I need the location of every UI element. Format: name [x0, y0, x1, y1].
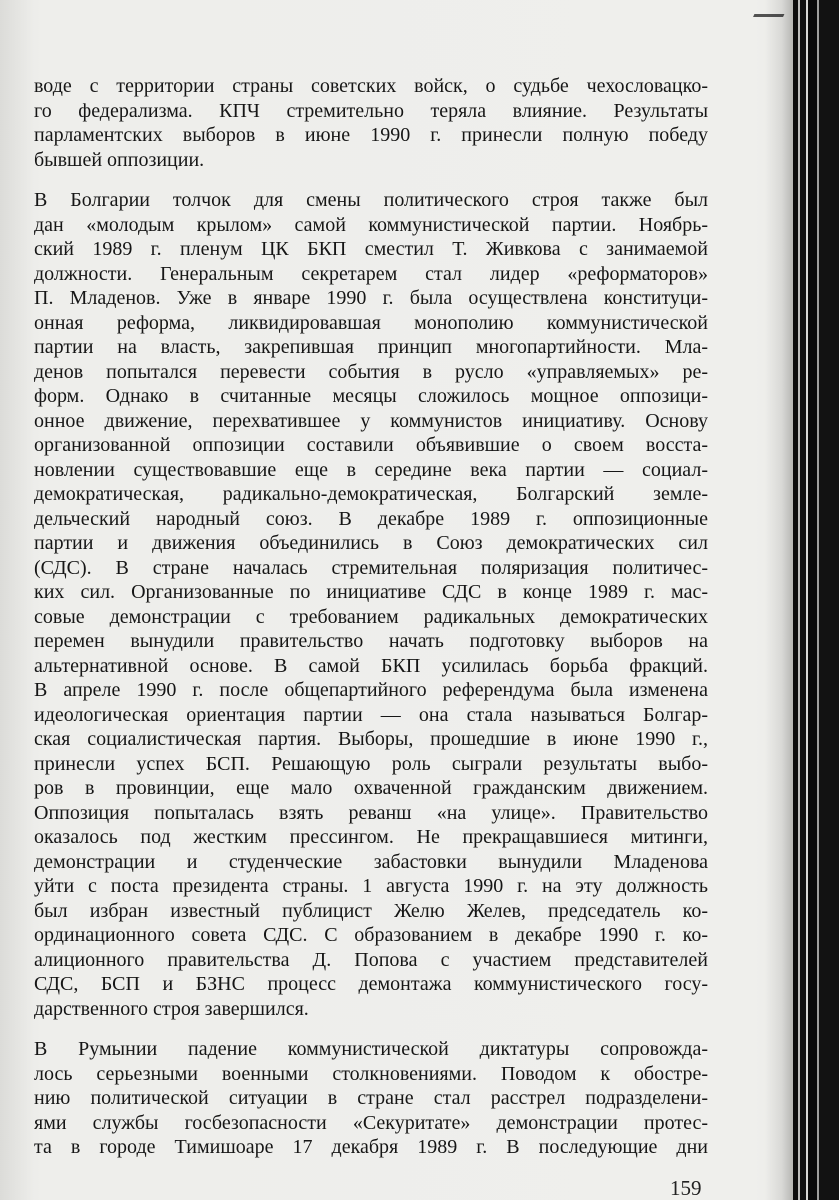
- text-line: новлении существовавшие еще в середине века партии — социал-: [34, 458, 708, 481]
- text-line: партии и движения объединились в Союз демократических сил: [34, 532, 708, 554]
- text-line: ординационного совета СДС. С образованием в декабре 1990 г. ко-: [34, 924, 708, 946]
- text-line: был избран известный публицист Желю Желев, председатель ко-: [34, 899, 708, 922]
- text-line: В апреле 1990 г. после общепартийного референдума была изменена: [34, 679, 708, 701]
- text-line: СДС, БСП и БЗНС процесс демонтажа коммунистического госу-: [34, 973, 708, 995]
- text-line: идеологическая ориентация партии — она стала называться Болгар-: [34, 703, 708, 726]
- binding-shadow: [765, 0, 793, 1200]
- body-text: [34, 74, 708, 1160]
- text-line: Оппозиция попыталась взять реванш «на улице». Правительство: [34, 801, 708, 824]
- text-line: альтернативной основе. В самой БКП усилилась борьба фракций.: [34, 654, 708, 677]
- paragraph-gap: [34, 172, 708, 188]
- text-line: онная реформа, ликвидировавшая монополию коммунистической: [34, 311, 708, 334]
- text-line: принесли успех БСП. Решающую роль сыграли результаты выбо-: [34, 752, 708, 775]
- text-line: партии на власть, закрепившая принцип многопартийности. Мла-: [34, 336, 708, 358]
- text-line: та в городе Тимишоаре 17 декабря 1989 г. В последующие дни: [34, 1136, 708, 1158]
- text-line: демократическая, радикально-демократическая, Болгарский земле-: [34, 483, 708, 505]
- text-line: лось серьезными военными столкновениями. Поводом к обостре-: [34, 1062, 708, 1085]
- text-line: ский 1989 г. пленум ЦК БКП сместил Т. Живкова с занимаемой: [34, 238, 708, 260]
- text-line: дан «молодым крылом» самой коммунистической партии. Ноябрь-: [34, 213, 708, 236]
- text-line: В Румынии падение коммунистической диктатуры сопровожда-: [34, 1038, 708, 1060]
- text-line: (СДС). В стране началась стремительная поляризация политичес-: [34, 556, 708, 579]
- text-line: оказалось под жестким прессингом. Не прекращавшиеся митинги,: [34, 826, 708, 848]
- text-line: парламентских выборов в июне 1990 г. принесли полную победу: [34, 124, 708, 146]
- text-line: уйти с поста президента страны. 1 августа 1990 г. на эту должность: [34, 875, 708, 897]
- page-left-shadow: [0, 0, 34, 1200]
- page-number: 159: [670, 1176, 702, 1200]
- text-line: го федерализма. КПЧ стремительно теряла влияние. Результаты: [34, 99, 708, 122]
- text-line: нию политической ситуации в стране стал расстрел подразделени-: [34, 1087, 708, 1109]
- text-line: воде с территории страны советских войск, о судьбе чехословацко-: [34, 75, 708, 97]
- text-line: бывшей оппозиции.: [34, 148, 205, 171]
- text-line: организованной оппозиции составили объявившие о своем восста-: [34, 434, 708, 456]
- text-line: форм. Однако в считанные месяцы сложилось мощное оппозици-: [34, 385, 708, 407]
- text-line: дельческий народный союз. В декабре 1989 г. оппозиционные: [34, 507, 708, 530]
- paragraph-gap: [34, 1021, 708, 1037]
- text-line: ями службы госбезопасности «Секуритате» демонстрации протес-: [34, 1111, 708, 1134]
- text-line: совые демонстрации с требованием радикальных демократических: [34, 605, 708, 628]
- text-line: ров в провинции, еще мало охваченной гражданским движением.: [34, 777, 708, 799]
- text-line: должности. Генеральным секретарем стал лидер «реформаторов»: [34, 262, 708, 285]
- book-binding-edge: [793, 0, 839, 1200]
- text-line: П. Младенов. Уже в январе 1990 г. была осуществлена конституци-: [34, 287, 708, 309]
- text-line: демонстрации и студенческие забастовки вынудили Младенова: [34, 850, 708, 873]
- text-line: денов попытался перевести события в русло «управляемых» ре-: [34, 360, 708, 383]
- text-line: В Болгарии толчок для смены политического строя также был: [34, 189, 708, 211]
- text-line: дарственного строя завершился.: [34, 997, 309, 1020]
- text-line: онное движение, перехватившее у коммунистов инициативу. Основу: [34, 409, 708, 432]
- text-line: ких сил. Организованные по инициативе СДС в конце 1989 г. мас-: [34, 581, 708, 603]
- text-line: ская социалистическая партия. Выборы, прошедшие в июне 1990 г.,: [34, 728, 708, 750]
- text-line: перемен вынудили правительство начать подготовку выборов на: [34, 630, 708, 652]
- text-line: алиционного правительства Д. Попова с участием представителей: [34, 948, 708, 971]
